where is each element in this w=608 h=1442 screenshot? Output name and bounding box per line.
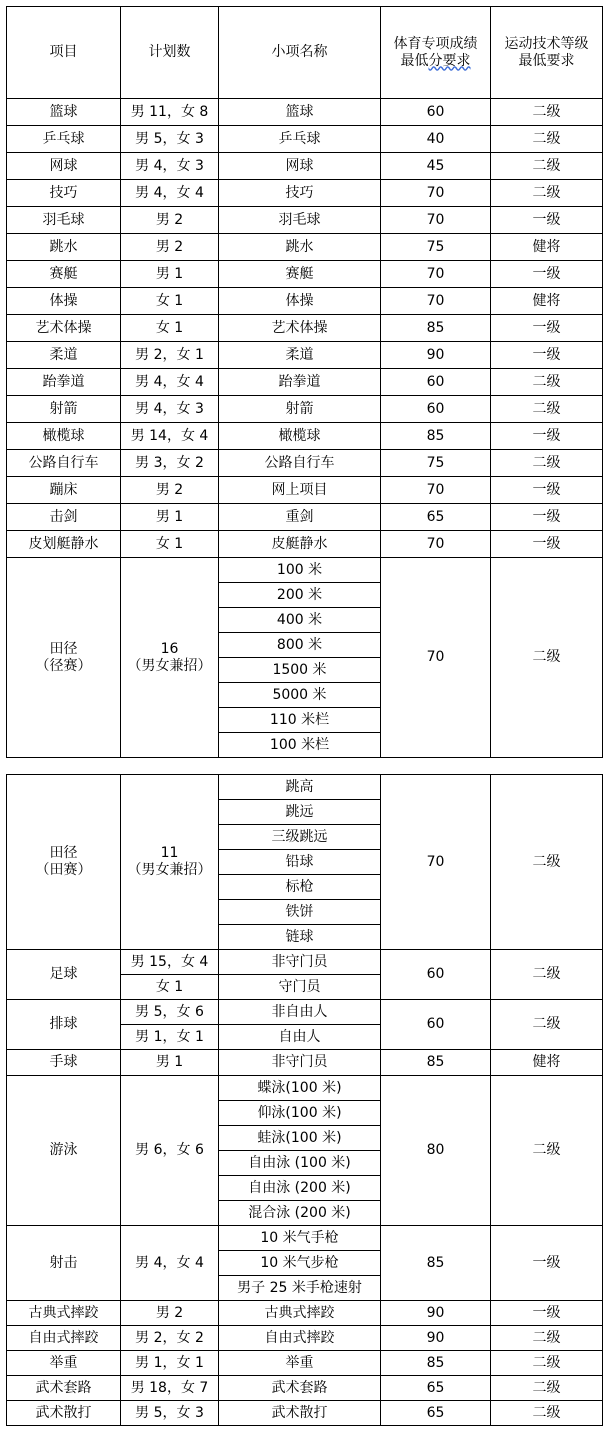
grade-cell: 二级	[491, 1376, 603, 1401]
score-cell: 60	[381, 369, 491, 396]
grade-cell: 一级	[491, 477, 603, 504]
header-project: 项目	[7, 7, 121, 99]
project-cell: 柔道	[7, 342, 121, 369]
plan-cell: 男 6，女 6	[121, 1076, 219, 1226]
table-row	[7, 423, 603, 450]
grade-cell: 二级	[491, 1076, 603, 1226]
table-row	[7, 1050, 603, 1076]
header-score-line2	[381, 53, 490, 70]
table-row	[7, 1401, 603, 1426]
score-cell: 70	[381, 477, 491, 504]
header-score-line2-a: 最低	[400, 52, 429, 69]
event-cell: 技巧	[219, 180, 381, 207]
grade-cell: 二级	[491, 775, 603, 950]
score-cell: 85	[381, 423, 491, 450]
table-row	[7, 234, 603, 261]
plan-cell: 男 1，女 1	[121, 1351, 219, 1376]
project-cell: 游泳	[7, 1076, 121, 1226]
project-cell: 网球	[7, 153, 121, 180]
score-cell: 70	[381, 558, 491, 758]
event-cell: 公路自行车	[219, 450, 381, 477]
project-cell: 击剑	[7, 504, 121, 531]
score-cell: 70	[381, 207, 491, 234]
event-cell: 重剑	[219, 504, 381, 531]
score-cell: 75	[381, 234, 491, 261]
header-event: 小项名称	[219, 7, 381, 99]
event-cell: 铅球	[219, 850, 381, 875]
event-cell: 跳高	[219, 775, 381, 800]
header-grade-line1: 运动技术等级	[504, 35, 589, 52]
grade-cell: 二级	[491, 558, 603, 758]
table-row	[7, 126, 603, 153]
project-cell: 射击	[7, 1226, 121, 1301]
project-cell: 艺术体操	[7, 315, 121, 342]
plan-cell: 男 2	[121, 477, 219, 504]
header-score-line1: 体育专项成绩	[393, 35, 478, 52]
score-cell: 85	[381, 1050, 491, 1076]
event-cell: 皮艇静水	[219, 531, 381, 558]
grade-cell: 二级	[491, 180, 603, 207]
event-cell: 网上项目	[219, 477, 381, 504]
grade-cell: 一级	[491, 342, 603, 369]
plan-cell: 男 1，女 1	[121, 1025, 219, 1050]
event-cell: 跳水	[219, 234, 381, 261]
event-cell: 铁饼	[219, 900, 381, 925]
score-cell: 65	[381, 504, 491, 531]
score-cell: 60	[381, 99, 491, 126]
grade-cell: 二级	[491, 1401, 603, 1426]
grade-cell: 二级	[491, 1351, 603, 1376]
plan-cell: 女 1	[121, 975, 219, 1000]
plan-cell: 男 4，女 3	[121, 153, 219, 180]
table-row	[7, 450, 603, 477]
grade-cell: 二级	[491, 99, 603, 126]
score-cell: 90	[381, 342, 491, 369]
event-cell: 射箭	[219, 396, 381, 423]
event-cell: 羽毛球	[219, 207, 381, 234]
event-cell: 链球	[219, 925, 381, 950]
grade-cell: 二级	[491, 450, 603, 477]
table-row	[7, 342, 603, 369]
event-cell: 400 米	[219, 608, 381, 633]
event-cell: 赛艇	[219, 261, 381, 288]
score-cell: 70	[381, 775, 491, 950]
score-cell: 60	[381, 1000, 491, 1050]
table-row	[7, 477, 603, 504]
table-row	[7, 261, 603, 288]
grade-cell: 二级	[491, 1326, 603, 1351]
score-cell: 70	[381, 531, 491, 558]
score-cell: 45	[381, 153, 491, 180]
plan-cell: 男 2，女 2	[121, 1326, 219, 1351]
event-cell: 800 米	[219, 633, 381, 658]
project-cell: 公路自行车	[7, 450, 121, 477]
event-cell: 100 米	[219, 558, 381, 583]
header-score	[381, 7, 491, 99]
project-cell: 足球	[7, 950, 121, 1000]
plan-cell: 男 4，女 4	[121, 369, 219, 396]
event-cell: 仰泳(100 米)	[219, 1101, 381, 1126]
grade-cell: 一级	[491, 1301, 603, 1326]
project-cell: 皮划艇静水	[7, 531, 121, 558]
plan-cell: 男 5，女 3	[121, 126, 219, 153]
score-cell: 70	[381, 261, 491, 288]
grade-cell: 一级	[491, 423, 603, 450]
event-cell: 自由泳 (100 米)	[219, 1151, 381, 1176]
table-row	[7, 1376, 603, 1401]
event-cell: 100 米栏	[219, 733, 381, 758]
score-cell: 90	[381, 1326, 491, 1351]
grade-cell: 健将	[491, 1050, 603, 1076]
project-cell: 体操	[7, 288, 121, 315]
project-cell: 跳水	[7, 234, 121, 261]
table-row	[7, 531, 603, 558]
event-cell: 自由泳 (200 米)	[219, 1176, 381, 1201]
grade-cell: 一级	[491, 1226, 603, 1301]
plan-cell: 男 3，女 2	[121, 450, 219, 477]
header-grade	[491, 7, 603, 99]
event-cell: 跳远	[219, 800, 381, 825]
event-cell: 10 米气手枪	[219, 1226, 381, 1251]
event-cell: 柔道	[219, 342, 381, 369]
event-cell: 10 米气步枪	[219, 1251, 381, 1276]
plan-cell: 男 11，女 8	[121, 99, 219, 126]
score-cell: 85	[381, 1351, 491, 1376]
score-cell: 75	[381, 450, 491, 477]
event-cell: 标枪	[219, 875, 381, 900]
project-cell	[7, 775, 121, 950]
grade-cell: 二级	[491, 396, 603, 423]
grade-cell: 一级	[491, 207, 603, 234]
grade-cell: 二级	[491, 1000, 603, 1050]
project-cell-line2: （径赛）	[35, 657, 92, 674]
event-cell: 男子 25 米手枪速射	[219, 1276, 381, 1301]
project-cell: 排球	[7, 1000, 121, 1050]
project-cell-line1: 田径	[49, 845, 78, 861]
plan-cell: 男 4，女 4	[121, 180, 219, 207]
plan-cell: 男 2	[121, 1301, 219, 1326]
plan-cell	[121, 775, 219, 950]
grade-cell: 二级	[491, 950, 603, 1000]
plan-cell: 男 14，女 4	[121, 423, 219, 450]
project-cell: 手球	[7, 1050, 121, 1076]
event-cell: 110 米栏	[219, 708, 381, 733]
event-cell: 蝶泳(100 米)	[219, 1076, 381, 1101]
plan-cell: 男 1	[121, 1050, 219, 1076]
plan-cell: 男 2	[121, 234, 219, 261]
table-row	[7, 1226, 603, 1251]
event-cell: 橄榄球	[219, 423, 381, 450]
plan-cell: 女 1	[121, 288, 219, 315]
event-cell: 非自由人	[219, 1000, 381, 1025]
project-cell: 羽毛球	[7, 207, 121, 234]
table-row	[7, 396, 603, 423]
header-plan: 计划数	[121, 7, 219, 99]
event-cell: 艺术体操	[219, 315, 381, 342]
plan-cell: 男 15，女 4	[121, 950, 219, 975]
event-cell: 体操	[219, 288, 381, 315]
project-cell-line2: （田赛）	[35, 862, 92, 878]
table-row	[7, 1076, 603, 1101]
grade-cell: 一级	[491, 504, 603, 531]
table-row	[7, 288, 603, 315]
grade-cell: 二级	[491, 153, 603, 180]
plan-cell: 男 18，女 7	[121, 1376, 219, 1401]
event-cell: 武术套路	[219, 1376, 381, 1401]
project-cell	[7, 558, 121, 758]
project-cell-line1: 田径	[49, 640, 78, 657]
grade-cell: 二级	[491, 126, 603, 153]
event-cell: 守门员	[219, 975, 381, 1000]
plan-cell-line1: 16	[160, 640, 179, 657]
score-cell: 70	[381, 180, 491, 207]
header-grade-line2: 最低要求	[518, 52, 575, 69]
admission-table-part-1	[6, 6, 603, 758]
grade-cell: 健将	[491, 234, 603, 261]
project-cell: 技巧	[7, 180, 121, 207]
plan-cell: 男 1	[121, 504, 219, 531]
table-row	[7, 558, 603, 583]
grade-cell: 一级	[491, 261, 603, 288]
event-cell: 跆拳道	[219, 369, 381, 396]
score-cell: 60	[381, 396, 491, 423]
score-cell: 80	[381, 1076, 491, 1226]
table-row	[7, 207, 603, 234]
plan-cell-line2: （男女兼招）	[127, 862, 212, 878]
event-cell: 举重	[219, 1351, 381, 1376]
table-row	[7, 504, 603, 531]
table-row	[7, 775, 603, 800]
score-cell: 90	[381, 1301, 491, 1326]
grade-cell: 二级	[491, 369, 603, 396]
plan-cell: 男 5，女 3	[121, 1401, 219, 1426]
project-cell: 武术套路	[7, 1376, 121, 1401]
project-cell: 跆拳道	[7, 369, 121, 396]
plan-cell: 男 2	[121, 207, 219, 234]
score-cell: 40	[381, 126, 491, 153]
score-cell: 65	[381, 1401, 491, 1426]
project-cell: 赛艇	[7, 261, 121, 288]
table-row	[7, 153, 603, 180]
project-cell: 举重	[7, 1351, 121, 1376]
grade-cell: 一级	[491, 315, 603, 342]
plan-cell	[121, 558, 219, 758]
score-cell: 85	[381, 315, 491, 342]
event-cell: 非守门员	[219, 950, 381, 975]
table-row	[7, 1000, 603, 1025]
plan-cell: 女 1	[121, 315, 219, 342]
score-cell: 60	[381, 950, 491, 1000]
plan-cell-line2: （男女兼招）	[127, 657, 212, 674]
table-row	[7, 1351, 603, 1376]
admission-table-part-2	[6, 774, 603, 1426]
plan-cell: 男 4，女 4	[121, 1226, 219, 1301]
event-cell: 篮球	[219, 99, 381, 126]
table-row	[7, 369, 603, 396]
event-cell: 非守门员	[219, 1050, 381, 1076]
project-cell: 自由式摔跤	[7, 1326, 121, 1351]
header-score-line2-b: 分要求	[428, 52, 471, 69]
event-cell: 网球	[219, 153, 381, 180]
event-cell: 1500 米	[219, 658, 381, 683]
event-cell: 古典式摔跤	[219, 1301, 381, 1326]
plan-cell: 女 1	[121, 531, 219, 558]
score-cell: 65	[381, 1376, 491, 1401]
event-cell: 自由式摔跤	[219, 1326, 381, 1351]
project-cell: 乒乓球	[7, 126, 121, 153]
event-cell: 三级跳远	[219, 825, 381, 850]
project-cell: 蹦床	[7, 477, 121, 504]
event-cell: 蛙泳(100 米)	[219, 1126, 381, 1151]
table-row	[7, 950, 603, 975]
project-cell: 篮球	[7, 99, 121, 126]
table-row	[7, 180, 603, 207]
score-cell: 85	[381, 1226, 491, 1301]
score-cell: 70	[381, 288, 491, 315]
table-row	[7, 1301, 603, 1326]
plan-cell: 男 2，女 1	[121, 342, 219, 369]
event-cell: 200 米	[219, 583, 381, 608]
plan-cell: 男 5，女 6	[121, 1000, 219, 1025]
plan-cell: 男 1	[121, 261, 219, 288]
table-row	[7, 315, 603, 342]
grade-cell: 健将	[491, 288, 603, 315]
grade-cell: 一级	[491, 531, 603, 558]
project-cell: 射箭	[7, 396, 121, 423]
project-cell: 武术散打	[7, 1401, 121, 1426]
table-row	[7, 99, 603, 126]
event-cell: 5000 米	[219, 683, 381, 708]
event-cell: 武术散打	[219, 1401, 381, 1426]
plan-cell: 男 4，女 3	[121, 396, 219, 423]
event-cell: 自由人	[219, 1025, 381, 1050]
plan-cell-line1: 11	[160, 845, 179, 861]
event-cell: 混合泳 (200 米)	[219, 1201, 381, 1226]
project-cell: 古典式摔跤	[7, 1301, 121, 1326]
event-cell: 乒乓球	[219, 126, 381, 153]
project-cell: 橄榄球	[7, 423, 121, 450]
header-row	[7, 7, 603, 99]
table-row	[7, 1326, 603, 1351]
